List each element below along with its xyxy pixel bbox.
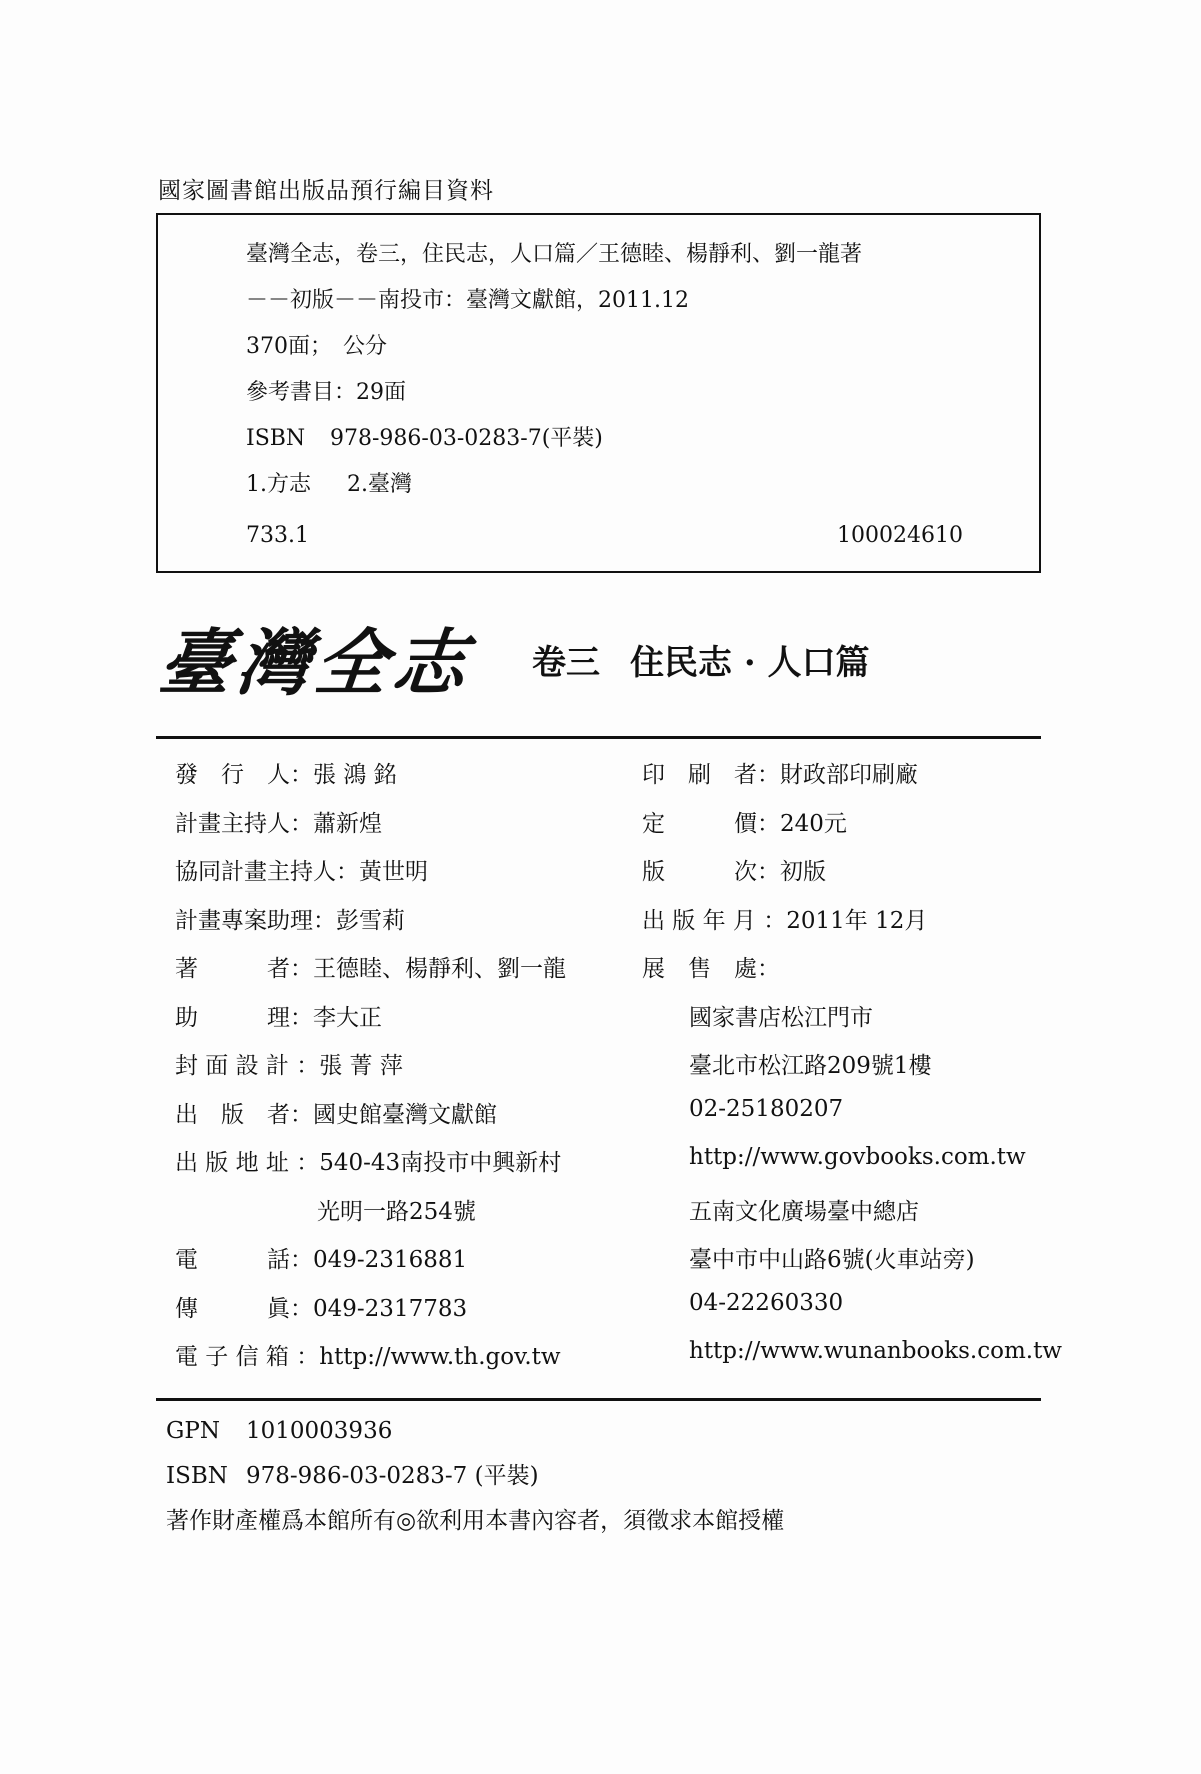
credit-label: 印 刷 者： bbox=[642, 762, 780, 788]
divider-bottom bbox=[156, 1398, 1041, 1401]
cip-record-id: 100024610 bbox=[837, 523, 963, 548]
cip-edition-line: －－初版－－南投市：臺灣文獻館，2011.12 bbox=[246, 288, 689, 313]
cip-heading: 國家圖書館出版品預行編目資料 bbox=[158, 178, 494, 204]
credit-row bbox=[175, 756, 566, 805]
credit-label: 封 面 設 計 ： bbox=[175, 1053, 320, 1079]
isbn-label: ISBN bbox=[166, 1463, 228, 1489]
credit-label: 傳 眞： bbox=[175, 1295, 313, 1322]
credit-value: 李大正 bbox=[313, 1004, 382, 1031]
credit-label: 版 次： bbox=[642, 859, 780, 885]
cip-subject-2: 2.臺灣 bbox=[347, 472, 412, 497]
sales-outlet-line: http://www.wunanbooks.com.tw bbox=[689, 1338, 1062, 1364]
cip-title-line: 臺灣全志，卷三，住民志，人口篇／王德睦、楊靜利、劉一龍著 bbox=[246, 242, 863, 267]
credit-row bbox=[642, 853, 1062, 902]
cip-isbn-line bbox=[246, 421, 603, 452]
sales-outlet-line: http://www.govbooks.com.tw bbox=[689, 1144, 1026, 1170]
cip-subjects-line bbox=[246, 467, 412, 498]
copyright-notice: 著作財產權爲本館所有◎欲利用本書內容者，須徵求本館授權 bbox=[166, 1508, 785, 1534]
cip-isbn-value: 978-986-03-0283-7(平裝) bbox=[330, 426, 603, 451]
credit-label: 定 價： bbox=[642, 810, 780, 837]
credit-row bbox=[175, 1047, 566, 1096]
footer-isbn bbox=[166, 1457, 539, 1490]
credit-row bbox=[642, 902, 1062, 951]
credit-value: 財政部印刷廠 bbox=[780, 762, 918, 788]
series-logo-text: 臺灣全志 bbox=[154, 620, 476, 705]
credit-row-continuation bbox=[175, 1193, 566, 1242]
credit-row bbox=[175, 805, 566, 854]
credit-label: 出 版 地 址 ： bbox=[175, 1150, 320, 1176]
volume-title bbox=[532, 635, 870, 684]
gpn-label: GPN bbox=[166, 1418, 220, 1444]
series-logo bbox=[154, 605, 476, 709]
credit-row bbox=[175, 950, 566, 999]
credit-row bbox=[175, 853, 566, 902]
credit-row bbox=[642, 756, 1062, 805]
credit-value: 彭雪莉 bbox=[336, 907, 405, 934]
credit-row bbox=[175, 1241, 566, 1290]
credit-label: 展 售 處： bbox=[642, 956, 780, 982]
credits-right-column bbox=[642, 756, 1062, 1387]
credit-label: 電 話： bbox=[175, 1247, 313, 1273]
sales-outlet-line: 五南文化廣場臺中總店 bbox=[689, 1198, 919, 1225]
isbn-value: 978-986-03-0283-7 (平裝) bbox=[246, 1463, 539, 1489]
cip-call-number: 733.1 bbox=[246, 523, 309, 548]
credit-label: 電 子 信 箱 ： bbox=[175, 1344, 320, 1370]
credit-label: 計畫專案助理： bbox=[175, 907, 336, 934]
credit-row bbox=[175, 1096, 566, 1145]
cip-pages-line: 370面； 公分 bbox=[246, 334, 387, 359]
volume-subtitle: 住民志 · 人口篇 bbox=[630, 643, 870, 683]
credit-label: 出 版 者： bbox=[175, 1101, 313, 1128]
credit-value: 光明一路254號 bbox=[317, 1198, 476, 1225]
cip-bibliography-line: 參考書目：29面 bbox=[246, 380, 406, 405]
credit-label: 發 行 人： bbox=[175, 762, 313, 788]
sales-outlet-line: 臺北市松江路209號1樓 bbox=[689, 1053, 932, 1079]
credit-value: http://www.th.gov.tw bbox=[319, 1344, 561, 1370]
credit-label: 協同計畫主持人： bbox=[175, 859, 359, 885]
credit-value: 國史館臺灣文獻館 bbox=[313, 1101, 497, 1128]
credit-value: 張 菁 萍 bbox=[319, 1053, 403, 1079]
credit-row bbox=[175, 1144, 566, 1193]
credit-value: 黃世明 bbox=[359, 859, 428, 885]
credit-row bbox=[175, 902, 566, 951]
credit-label: 計畫主持人： bbox=[175, 810, 313, 837]
sales-outlet-line: 國家書店松江門市 bbox=[689, 1004, 873, 1031]
credit-label: 助 理： bbox=[175, 1004, 313, 1031]
sales-outlet-line: 02-25180207 bbox=[689, 1095, 844, 1122]
sales-outlet-line: 04-22260330 bbox=[689, 1289, 844, 1316]
credit-value: 蕭新煌 bbox=[313, 810, 382, 837]
credit-value: 049-2316881 bbox=[313, 1247, 468, 1273]
credit-value: 2011年 12月 bbox=[786, 907, 928, 934]
credit-value: 540-43南投市中興新村 bbox=[319, 1150, 562, 1176]
credit-value: 049-2317783 bbox=[313, 1295, 468, 1322]
credit-value: 初版 bbox=[780, 859, 826, 885]
divider-top bbox=[156, 736, 1041, 739]
credit-row bbox=[642, 950, 1062, 999]
credit-value: 王德睦、楊靜利、劉一龍 bbox=[313, 956, 566, 982]
credit-row bbox=[175, 1290, 566, 1339]
credit-label: 出 版 年 月 ： bbox=[642, 907, 787, 934]
credits-left-column bbox=[175, 756, 566, 1387]
credit-row bbox=[175, 999, 566, 1048]
gpn-value: 1010003936 bbox=[246, 1418, 393, 1444]
footer-gpn bbox=[166, 1418, 392, 1444]
credit-value: 240元 bbox=[780, 810, 847, 837]
credit-label: 著 者： bbox=[175, 956, 313, 982]
credit-row bbox=[642, 805, 1062, 854]
cip-isbn-label: ISBN bbox=[246, 426, 306, 451]
volume-number: 卷三 bbox=[532, 643, 600, 683]
sales-outlet-line: 臺中市中山路6號(火車站旁) bbox=[689, 1247, 975, 1273]
credit-row bbox=[175, 1338, 566, 1387]
cip-record-box bbox=[156, 213, 1041, 573]
credit-value: 張 鴻 銘 bbox=[313, 762, 397, 788]
cip-subject-1: 1.方志 bbox=[246, 472, 311, 497]
